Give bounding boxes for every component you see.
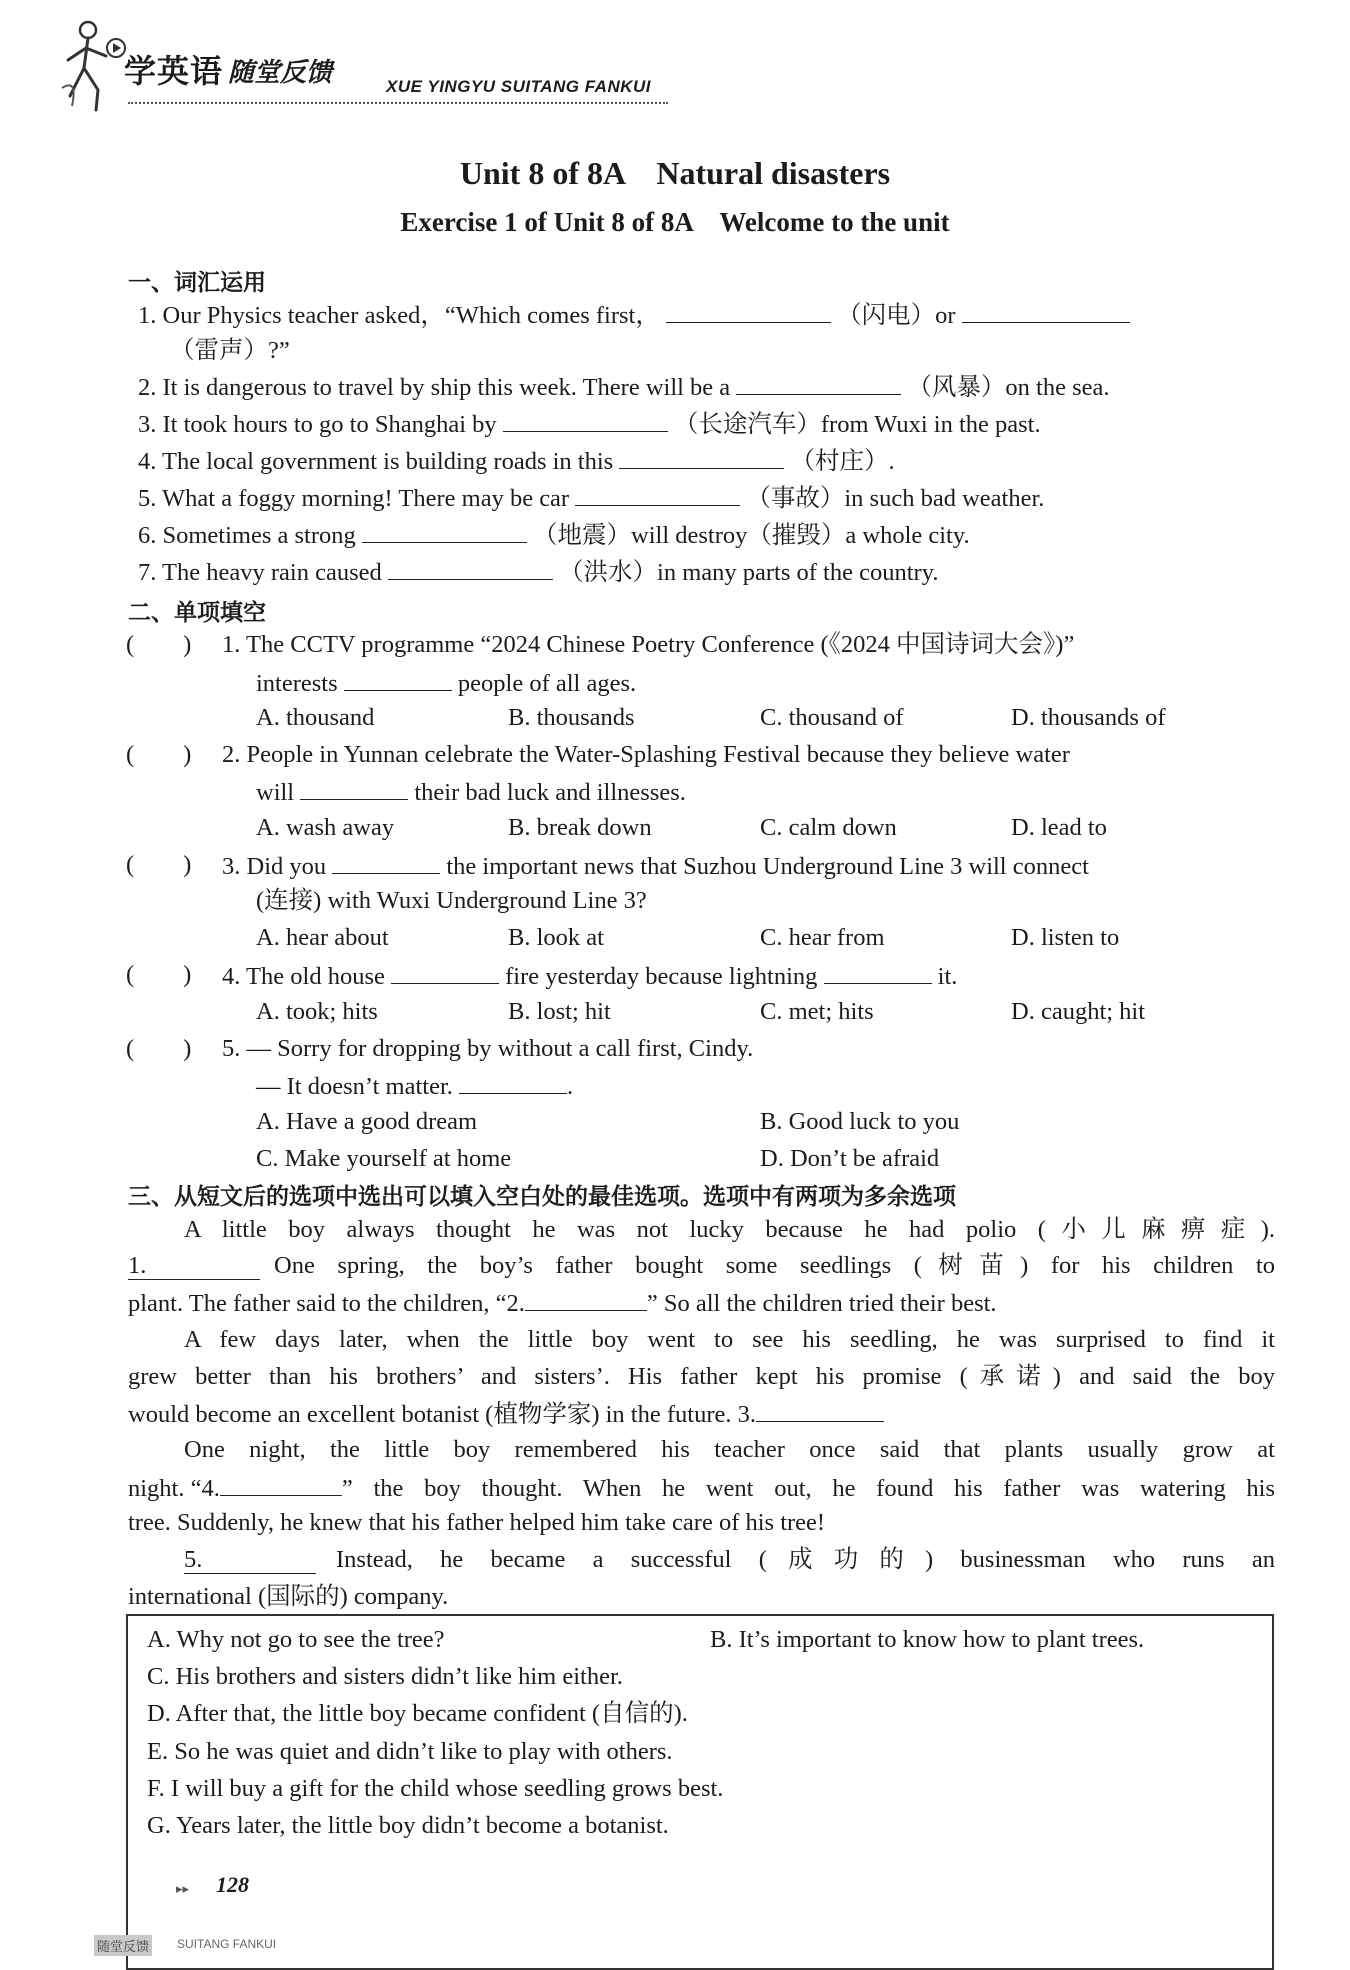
mc-q1-stem-cont — [256, 670, 636, 697]
passage-line — [128, 1475, 1275, 1502]
vocab-q3-text: 3. It took hours to go to Shanghai by — [138, 411, 497, 438]
passage-text: would become an excellent botanist (植物学家) in the future. 3. — [128, 1401, 756, 1428]
vocab-q1-hint: （闪电）or — [837, 302, 956, 329]
mc-q1-text-b: people of all ages. — [457, 670, 637, 697]
header-pinyin: XUE YINGYU SUITANG FANKUI — [386, 77, 652, 96]
passage-line: A few days later, when the little boy went to see his seedling, he was surprised to find it — [184, 1326, 1275, 1353]
passage-blank-4[interactable] — [220, 1475, 342, 1496]
mc-q3-text-b: the important news that Suzhou Underground Line 3 will connect — [446, 853, 1089, 880]
mc-q5-option-c[interactable]: C. Make yourself at home — [256, 1145, 512, 1172]
section3-heading: 三、从短文后的选项中选出可以填入空白处的最佳选项。选项中有两项为多余选项 — [128, 1184, 956, 1210]
mc-q4-option-a[interactable]: A. took; hits — [256, 998, 378, 1025]
mc-q2-option-a[interactable]: A. wash away — [256, 814, 395, 841]
answer-paren[interactable]: ( ) — [126, 631, 192, 658]
answer-paren[interactable]: ( ) — [126, 961, 192, 988]
passage-blank-1[interactable] — [128, 1254, 260, 1280]
mc-q3-option-d[interactable]: D. listen to — [1011, 924, 1120, 951]
passage-text: plant. The father said to the children, “2. — [128, 1290, 525, 1317]
mc-q4-stem — [222, 963, 957, 990]
answer-paren[interactable]: ( ) — [126, 741, 192, 768]
page-title: Unit 8 of 8A Natural disasters — [459, 155, 891, 191]
page-number: 128 — [216, 1872, 249, 1897]
mc-q2-stem: 2. People in Yunnan celebrate the Water-Splashing Festival because they believe water — [222, 741, 1070, 768]
answer-blank[interactable] — [666, 302, 831, 323]
passage-blank-5[interactable] — [184, 1548, 316, 1574]
header-title: 学英语 — [124, 52, 224, 90]
passage-line: grew better than his brothers’ and sisters’. His father kept his promise (承诺) and said the boy — [128, 1363, 1275, 1390]
mc-q4-text-a: 4. The old house — [222, 963, 385, 990]
passage-line: A little boy always thought he was not lucky because he had polio (小儿麻痹症). — [184, 1216, 1275, 1243]
mc-q4-text-b: fire yesterday because lightning — [505, 963, 818, 990]
passage-line: tree. Suddenly, he knew that his father helped him take care of his tree! — [128, 1509, 826, 1536]
blank-number: 5. — [184, 1546, 203, 1573]
passage-text: ” the boy thought. When he went out, he found his father was watering his — [341, 1475, 1275, 1502]
passage-line: international (国际的) company. — [128, 1583, 449, 1610]
vocab-q4-text: 4. The local government is building roads in this — [138, 448, 614, 475]
mc-q4-text-c: it. — [937, 963, 958, 990]
header-underline — [128, 102, 668, 104]
mc-q5-option-b[interactable]: B. Good luck to you — [760, 1108, 960, 1135]
footer-tag: 随堂反馈 — [94, 1935, 152, 1956]
mc-q1-option-a[interactable]: A. thousand — [256, 704, 375, 731]
vocab-q1-text: 1. Our Physics teacher asked，“Which comes first， — [138, 302, 660, 329]
passage-line: One night, the little boy remembered his teacher once said that plants usually grow at — [184, 1436, 1275, 1463]
mc-q4-option-c[interactable]: C. met; hits — [760, 998, 874, 1025]
vocab-q2 — [138, 374, 1110, 401]
passage-text: Instead, he became a successful (成功的) businessman who runs an — [336, 1546, 1275, 1573]
mc-q5-stem-cont — [256, 1073, 573, 1100]
vocab-q2-hint: （风暴）on the sea. — [907, 374, 1110, 401]
vocab-q3-hint: （长途汽车）from Wuxi in the past. — [673, 411, 1041, 438]
mc-q5-stem: 5. — Sorry for dropping by without a call first, Cindy. — [222, 1035, 754, 1062]
mc-q1-option-b[interactable]: B. thousands — [508, 704, 635, 731]
passage-text: One spring, the boy’s father bought some seedlings (树苗) for his children to — [274, 1252, 1275, 1279]
passage-option-b[interactable]: B. It’s important to know how to plant trees. — [710, 1626, 1145, 1653]
mc-q2-text-a: will — [256, 779, 295, 806]
mc-q1-option-c[interactable]: C. thousand of — [760, 704, 904, 731]
vocab-q1-cont: （雷声）?” — [170, 337, 290, 364]
passage-option-c[interactable]: C. His brothers and sisters didn’t like him either. — [147, 1663, 623, 1690]
mc-q2-stem-cont — [256, 779, 686, 806]
answer-blank[interactable] — [344, 670, 452, 691]
vocab-q6-hint: （地震）will destroy（摧毁）a whole city. — [533, 522, 970, 549]
vocab-q2-text: 2. It is dangerous to travel by ship this week. There will be a — [138, 374, 731, 401]
passage-line — [128, 1401, 884, 1428]
mc-q2-option-c[interactable]: C. calm down — [760, 814, 897, 841]
passage-option-e[interactable]: E. So he was quiet and didn’t like to play with others. — [147, 1738, 673, 1765]
page-subtitle: Exercise 1 of Unit 8 of 8A Welcome to the unit — [400, 207, 950, 237]
vocab-q5 — [138, 485, 1044, 512]
passage-blank-2[interactable] — [525, 1290, 647, 1311]
answer-blank[interactable] — [503, 411, 668, 432]
vocab-q7-hint: （洪水）in many parts of the country. — [559, 559, 939, 586]
mc-q3-option-a[interactable]: A. hear about — [256, 924, 389, 951]
answer-blank[interactable] — [332, 853, 440, 874]
passage-line — [128, 1290, 997, 1317]
passage-option-g[interactable]: G. Years later, the little boy didn’t become a botanist. — [147, 1812, 669, 1839]
answer-paren[interactable]: ( ) — [126, 851, 192, 878]
vocab-q6 — [138, 522, 970, 549]
section1-heading: 一、词汇运用 — [128, 270, 266, 296]
mc-q3-text-a: 3. Did you — [222, 853, 327, 880]
passage-line — [184, 1548, 1275, 1574]
passage-text: night. “4. — [128, 1475, 220, 1502]
mc-q5-option-d[interactable]: D. Don’t be afraid — [760, 1145, 940, 1172]
passage-option-a[interactable]: A. Why not go to see the tree? — [147, 1626, 445, 1653]
vocab-q3 — [138, 411, 1041, 438]
answer-blank[interactable] — [391, 963, 499, 984]
mc-q3-stem — [222, 853, 1089, 880]
mc-q3-stem-cont: (连接) with Wuxi Underground Line 3? — [256, 887, 647, 914]
passage-line — [128, 1254, 1275, 1280]
answer-blank[interactable] — [962, 302, 1130, 323]
vocab-q1 — [138, 302, 1130, 329]
vocab-q7 — [138, 559, 938, 586]
mc-q3-option-c[interactable]: C. hear from — [760, 924, 885, 951]
answer-blank[interactable] — [362, 522, 527, 543]
passage-option-d[interactable]: D. After that, the little boy became confident (自信的). — [147, 1700, 688, 1727]
vocab-q7-text: 7. The heavy rain caused — [138, 559, 382, 586]
blank-number: 1. — [128, 1252, 147, 1279]
mc-q2-option-b[interactable]: B. break down — [508, 814, 652, 841]
answer-blank[interactable] — [575, 485, 740, 506]
answer-blank[interactable] — [388, 559, 553, 580]
answer-paren[interactable]: ( ) — [126, 1035, 192, 1062]
mc-q1-text-a: interests — [256, 670, 338, 697]
passage-text: ” So all the children tried their best. — [646, 1290, 997, 1317]
vocab-q4-hint: （村庄）. — [790, 448, 895, 475]
mc-q1-stem: 1. The CCTV programme “2024 Chinese Poetry Conference (《2024 中国诗词大会》)” — [222, 631, 1075, 658]
vocab-q5-hint: （事故）in such bad weather. — [746, 485, 1045, 512]
answer-blank[interactable] — [459, 1073, 567, 1094]
header-subtitle: 随堂反馈 — [228, 58, 333, 88]
answer-blank[interactable] — [736, 374, 901, 395]
answer-blank[interactable] — [619, 448, 784, 469]
section2-heading: 二、单项填空 — [128, 600, 266, 626]
mc-q2-option-d[interactable]: D. lead to — [1011, 814, 1107, 841]
mc-q4-option-d[interactable]: D. caught; hit — [1011, 998, 1146, 1025]
mc-q5-text-a: — It doesn’t matter. — [256, 1073, 453, 1100]
footer-pinyin: SUITANG FANKUI — [177, 1937, 277, 1951]
mc-q5-text-b: . — [567, 1073, 574, 1100]
mc-q2-text-b: their bad luck and illnesses. — [414, 779, 686, 806]
mc-q5-option-a[interactable]: A. Have a good dream — [256, 1108, 478, 1135]
mc-q1-option-d[interactable]: D. thousands of — [1011, 704, 1166, 731]
footer-arrows-icon: ▸▸ — [176, 1882, 190, 1897]
passage-blank-3[interactable] — [756, 1401, 884, 1422]
mc-q4-option-b[interactable]: B. lost; hit — [508, 998, 611, 1025]
vocab-q5-text: 5. What a foggy morning! There may be car — [138, 485, 570, 512]
mc-q3-option-b[interactable]: B. look at — [508, 924, 604, 951]
answer-blank[interactable] — [824, 963, 932, 984]
vocab-q4 — [138, 448, 895, 475]
passage-option-f[interactable]: F. I will buy a gift for the child whose seedling grows best. — [147, 1775, 724, 1802]
answer-blank[interactable] — [300, 779, 408, 800]
vocab-q6-text: 6. Sometimes a strong — [138, 522, 356, 549]
